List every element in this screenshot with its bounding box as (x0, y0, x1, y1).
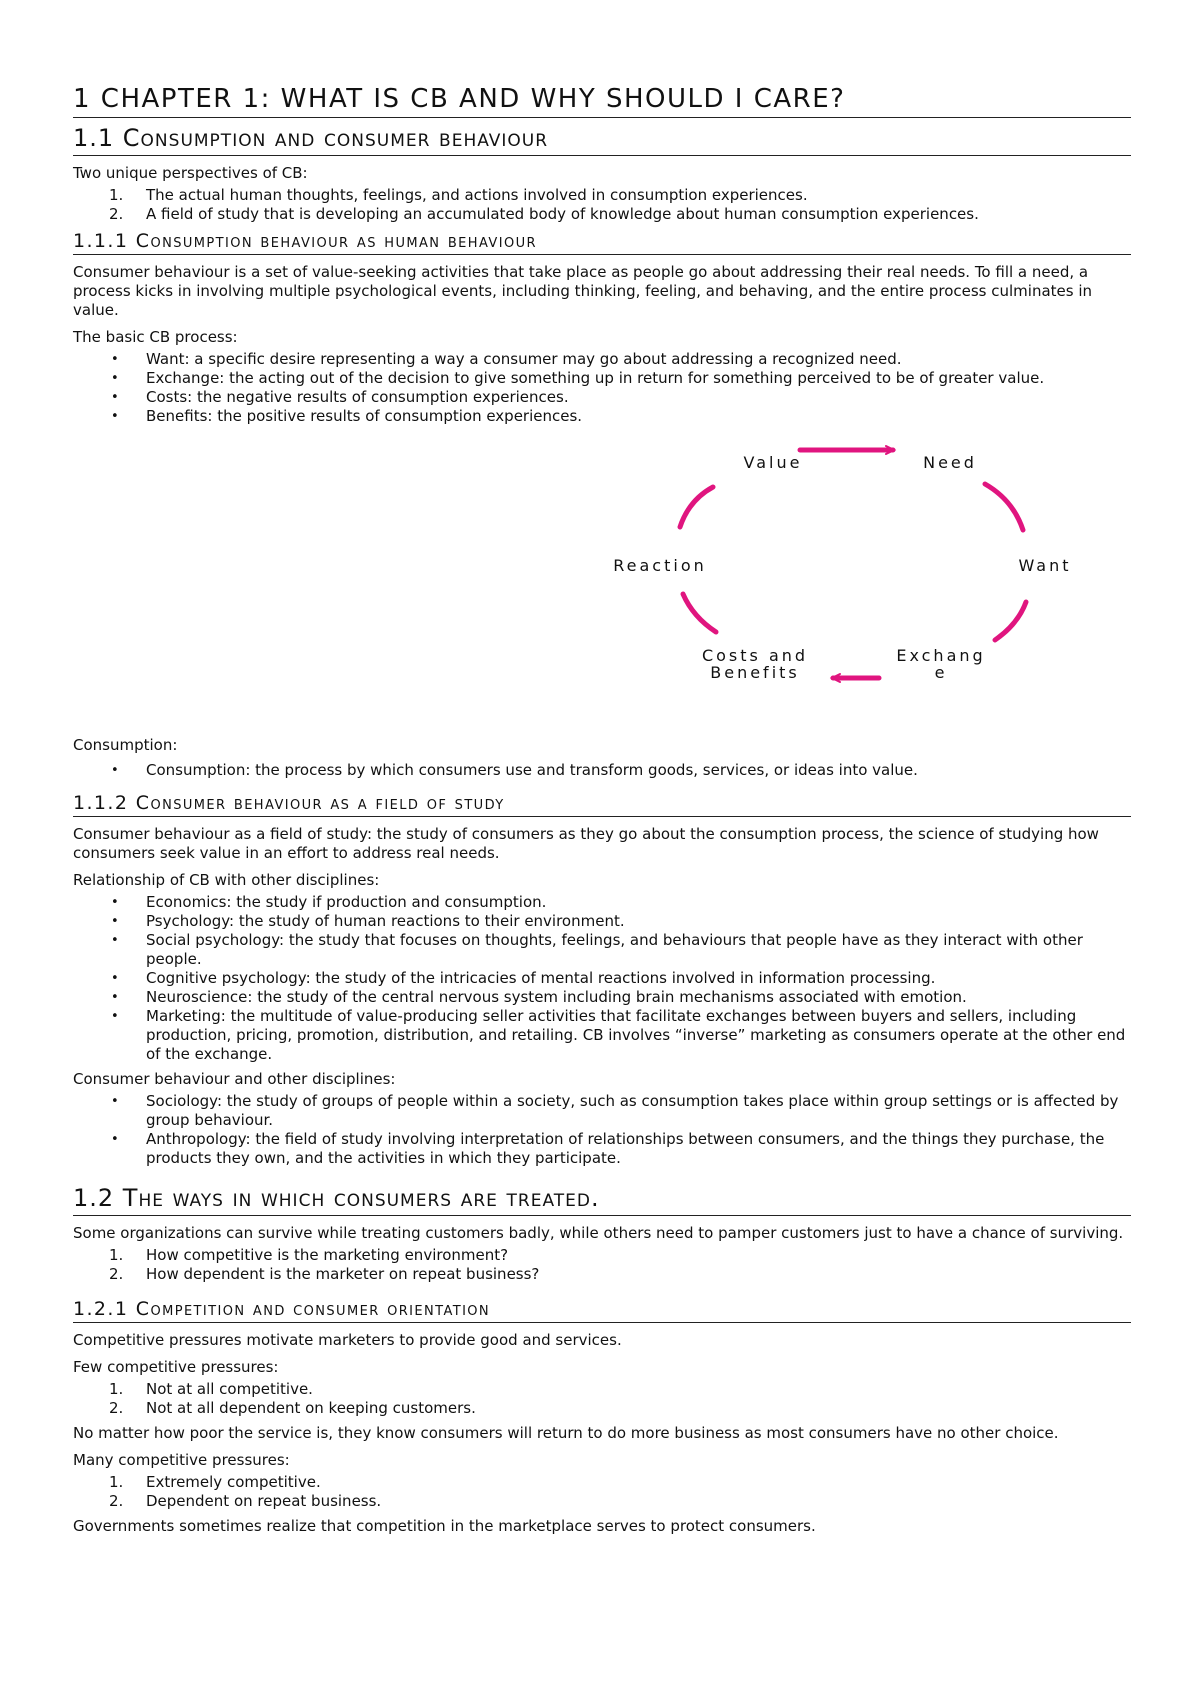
node-costs-and-benefits: Costs and Benefits (701, 646, 809, 682)
list-item: • Sociology: the study of groups of people within a society, such as consumption takes place within group settings or is affected by group behaviour. (111, 1092, 1119, 1129)
section-1-1-1-heading: 1.1.1 Consumption behaviour as human behaviour (73, 230, 1131, 255)
list-item: 1. The actual human thoughts, feelings, and actions involved in consumption experiences. (109, 186, 808, 204)
consumption-list (73, 761, 1131, 780)
list-item: 2. Dependent on repeat business. (109, 1492, 382, 1510)
list-item: 2. A field of study that is developing an accumulated body of knowledge about human consumption experiences. (109, 205, 979, 223)
chapter-heading: 1 CHAPTER 1: WHAT IS CB AND WHY SHOULD I CARE? (73, 84, 1131, 118)
treatment-questions-list (73, 1246, 1131, 1284)
list-item: 2. How dependent is the marketer on repeat business? (109, 1265, 540, 1283)
node-want: Want (1018, 556, 1072, 575)
competitive-pressures-paragraph: Competitive pressures motivate marketers to provide good and services. (73, 1331, 622, 1349)
list-item: • Want: a specific desire representing a way a consumer may go about addressing a recognized need. (111, 350, 902, 368)
list-item: • Benefits: the positive results of consumption experiences. (111, 407, 583, 425)
relationship-list (73, 893, 1131, 1064)
list-item: • Exchange: the acting out of the decision to give something up in return for something perceived to be of greater value. (111, 369, 1045, 387)
perspectives-list (73, 186, 1131, 224)
many-pressures-label: Many competitive pressures: (73, 1451, 290, 1469)
node-exchange: Exchang e (896, 646, 986, 682)
list-item: • Cognitive psychology: the study of the intricacies of mental reactions involved in information processing. (111, 969, 936, 987)
arrow-want-to-exchange (995, 602, 1026, 640)
node-value: Value (743, 453, 803, 472)
arrow-costs-to-reaction (683, 594, 716, 632)
perspectives-intro: Two unique perspectives of CB: (73, 164, 308, 182)
other-disciplines-label: Consumer behaviour and other disciplines: (73, 1070, 396, 1088)
few-pressures-label: Few competitive pressures: (73, 1358, 279, 1376)
list-item: • Psychology: the study of human reactions to their environment. (111, 912, 625, 930)
arrow-need-to-want (985, 484, 1023, 530)
section-1-2-heading: 1.2 The ways in which consumers are treated. (73, 1184, 1131, 1216)
list-item: • Social psychology: the study that focuses on thoughts, feelings, and behaviours that people have as they interact with other people. (111, 931, 1083, 968)
relationship-label: Relationship of CB with other disciplines: (73, 871, 380, 889)
list-item: • Costs: the negative results of consumption experiences. (111, 388, 569, 406)
basic-process-label: The basic CB process: (73, 328, 238, 346)
list-item: 2. Not at all dependent on keeping customers. (109, 1399, 476, 1417)
list-item: 1. How competitive is the marketing environment? (109, 1246, 509, 1264)
document-page (73, 84, 1131, 1536)
list-item: • Marketing: the multitude of value-producing seller activities that facilitate exchanges between buyers and sellers, including production, pricing, promotion, distribution, and retailing. CB involves “inverse” marketing as consumers operate at the other end of the exchange. (111, 1007, 1126, 1063)
consumption-label: Consumption: (73, 736, 178, 754)
section-1-1-2-heading: 1.1.2 Consumer behaviour as a field of study (73, 792, 1131, 817)
basic-process-list (73, 350, 1131, 426)
section-1-1-heading: 1.1 Consumption and consumer behaviour (73, 124, 1131, 156)
arrow-reaction-to-value (680, 487, 713, 527)
list-item: • Anthropology: the field of study involving interpretation of relationships between consumers, and the things they purchase, the products they own, and the activities in which they participate. (111, 1130, 1105, 1167)
other-disciplines-list (73, 1092, 1131, 1168)
few-pressures-list (73, 1380, 1131, 1418)
node-reaction: Reaction (613, 556, 707, 575)
list-item: • Economics: the study if production and consumption. (111, 893, 547, 911)
node-need: Need (923, 453, 977, 472)
field-of-study-paragraph: Consumer behaviour as a field of study: the study of consumers as they go about the consumption process, the science of studying how consumers seek value in an effort to address real needs. (73, 825, 1099, 862)
list-item: • Neuroscience: the study of the central nervous system including brain mechanisms associated with emotion. (111, 988, 967, 1006)
treatment-paragraph: Some organizations can survive while treating customers badly, while others need to pamper customers just to have a chance of surviving. (73, 1224, 1124, 1242)
poor-service-paragraph: No matter how poor the service is, they know consumers will return to do more business as most consumers have no other choice. (73, 1424, 1059, 1442)
list-item: 1. Not at all competitive. (109, 1380, 313, 1398)
cb-definition-paragraph: Consumer behaviour is a set of value-seeking activities that take place as people go about addressing their real needs. To fill a need, a process kicks in involving multiple psychological events, including thinking, feeling, and behaving, and the entire process culminates in value. (73, 263, 1093, 319)
cycle-arrows (73, 432, 1131, 732)
list-item: • Consumption: the process by which consumers use and transform goods, services, or ideas into value. (111, 761, 918, 779)
many-pressures-list (73, 1473, 1131, 1511)
governments-paragraph: Governments sometimes realize that competition in the marketplace serves to protect consumers. (73, 1517, 816, 1535)
section-1-2-1-heading: 1.2.1 Competition and consumer orientation (73, 1298, 1131, 1323)
cb-process-cycle-diagram (73, 432, 1131, 732)
list-item: 1. Extremely competitive. (109, 1473, 321, 1491)
